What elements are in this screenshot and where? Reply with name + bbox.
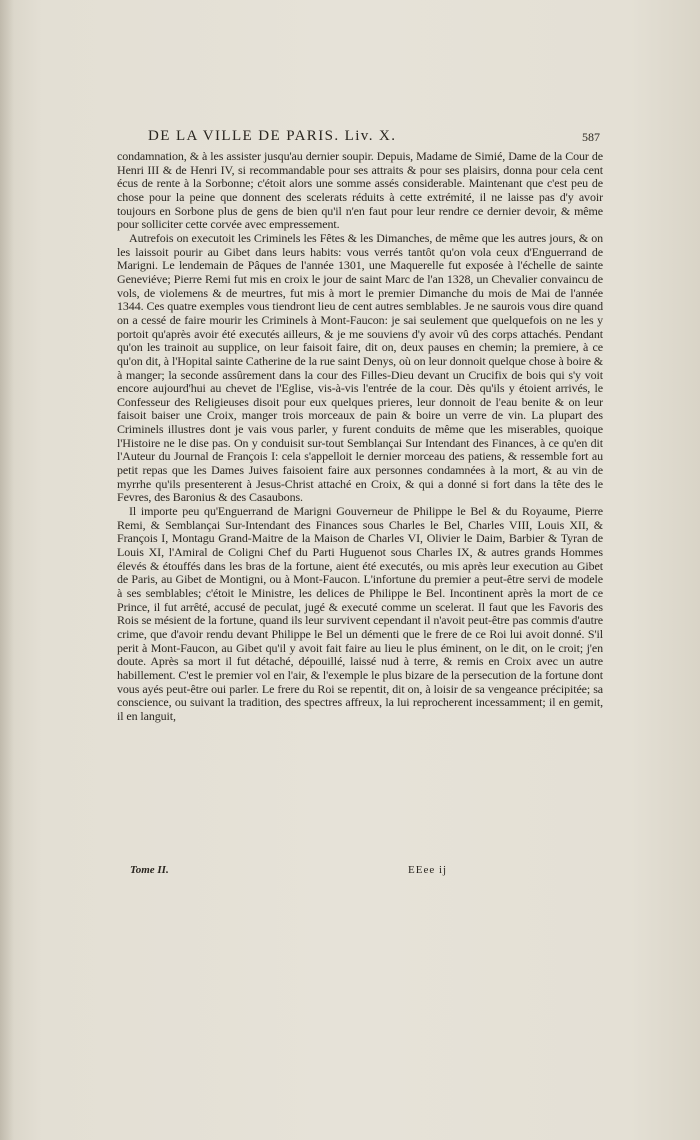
page-footer (130, 864, 560, 880)
paragraph: Il importe peu qu'Enguerrand de Marigni Gouverneur de Philippe le Bel & du Royaume, Pierre Remi, & Semblançai Sur-Intendant des Finances sous Charles le Bel, Charles VIII, Louis XII, & François I, Montagu Grand-Maitre de la Maison de Charles VI, Olivier le Daim, Barbier & Tyran de Louis XI, l'Amiral de Coligni Chef du Parti Huguenot sous Charles IX, & autres grands Hommes élevés & étouffés dans les bras de la fortune, aient été executés, ou mis après leur execution au Gibet de Paris, au Gibet de Montigni, ou à Mont-Faucon. L'infortune du premier a peut-être servi de modele à ses semblables; c'étoit le Ministre, les delices de Philippe le Bel. Incontinent après la mort de ce Prince, il fut arrêté, accusé de peculat, jugé & executé comme un scelerat. Il faut que les Favoris des Rois se mésient de la fortune, quand ils leur survivent cependant il n'avoit peut-être pas commis d'autre crime, que d'avoir rendu devant Philippe le Bel un démenti que le frere de ce Roi lui avoit donné. S'il perit à Mont-Faucon, au Gibet qu'il y avoit fait faire au lieu le plus éminent, on le dit, on le croit; j'en doute. Après sa mort il fut détaché, dépouillé, laissé nud à terre, & remis en Croix avec un autre habillement. C'est le premier vol en l'air, & l'exemple le plus bizare de la persecution de la fortune dont vous ayés peut-être oui parler. Le frere du Roi se repentit, dit on, à loisir de sa vengeance précipitée; sa conscience, ou suivant la tradition, des spectres affreux, la lui reprocherent incessamment; il en gemit, il en languit, (117, 504, 603, 723)
volume-label: Tome II. (130, 864, 169, 876)
page-number: 587 (582, 130, 600, 144)
paragraph-continuation: condamnation, & à les assister jusqu'au dernier soupir. Depuis, Madame de Simié, Dame de la Cour de Henri III & de Henri IV, si recommandable pour ses attraits & pour ses plaisirs, donna pour cela cent écus de rente à la Sorbonne; c'étoit alors une somme assés considerable. Maintenant que c'est peu de chose pour la peine que donnent des scelerats réduits à cette extrémité, il ne laisse pas d'y avoir toujours en Sorbone plus de gens de bien qu'il n'en faut pour leur rendre ce dernier devoir, & même pour solliciter cette corvée avec empressement. (117, 149, 603, 232)
running-title: DE LA VILLE DE PARIS. Liv. X. (148, 128, 397, 144)
gutter-shadow (0, 0, 14, 1140)
paragraph: Autrefois on executoit les Criminels les Fêtes & les Dimanches, de même que les autres jours, & on les laissoit pourir au Gibet dans leurs habits: vous verrés tantôt qu'on vola ceux d'Enguerrand de Marigni. Le lendemain de Pâques de l'année 1301, une Maquerelle fut exposée à l'échelle de sainte Geneviéve; Pierre Remi fut mis en croix le jour de saint Marc de l'an 1328, un Chevalier convaincu de vols, de violemens & de meurtres, fut mis à mort le premier Dimanche du mois de Mai de l'année 1344. Ces quatre exemples vous tiendront lieu de cent autres semblables. Je ne saurois vous dire quand on a cessé de faire mourir les Criminels à Mont-Faucon: je sai seulement que quelquefois on ne les y portoit qu'après avoir été executés ailleurs, & je me souviens d'y avoir vû des corps attachés. Pendant qu'on les trainoit au supplice, on leur faisoit faire, dit on, deux pauses en chemin; la premiere, à ce qu'on dit, à l'Hopital sainte Catherine de la rue saint Denys, où on leur donnoit quelque chose à boire & à manger; la seconde assûrement dans la cour des Filles-Dieu devant un Crucifix de bois qui s'y voit encore aujourd'hui au chevet de l'Eglise, vis-à-vis l'entrée de la cour. Dès qu'ils y étoient arrivés, le Confesseur des Religieuses disoit pour eux quelques prieres, leur donnoit de l'eau benite & on leur faisoit baiser une Croix, manger trois morceaux de pain & boire un verre de vin. La plupart des Criminels illustres dont je vais vous parler, y furent conduits de même que les miserables, quoique l'Histoire ne le dise pas. On y conduisit sur-tout Semblançai Sur Intendant des Finances, à ce qu'en dit l'Auteur du Journal de François I: cela s'appelloit le dernier morceau des patiens, & ressemble fort au petit repas que les Dames Juives faisoient faire aux personnes condamnées à la mort, & au vin de myrrhe qu'ils presenterent à Jesus-Christ attaché en Croix, & qui a donné si fort dans la tête des le Fevres, des Baronius & des Casaubons. (117, 230, 603, 505)
body-text (117, 150, 603, 724)
signature-mark: EEee ij (408, 864, 448, 876)
